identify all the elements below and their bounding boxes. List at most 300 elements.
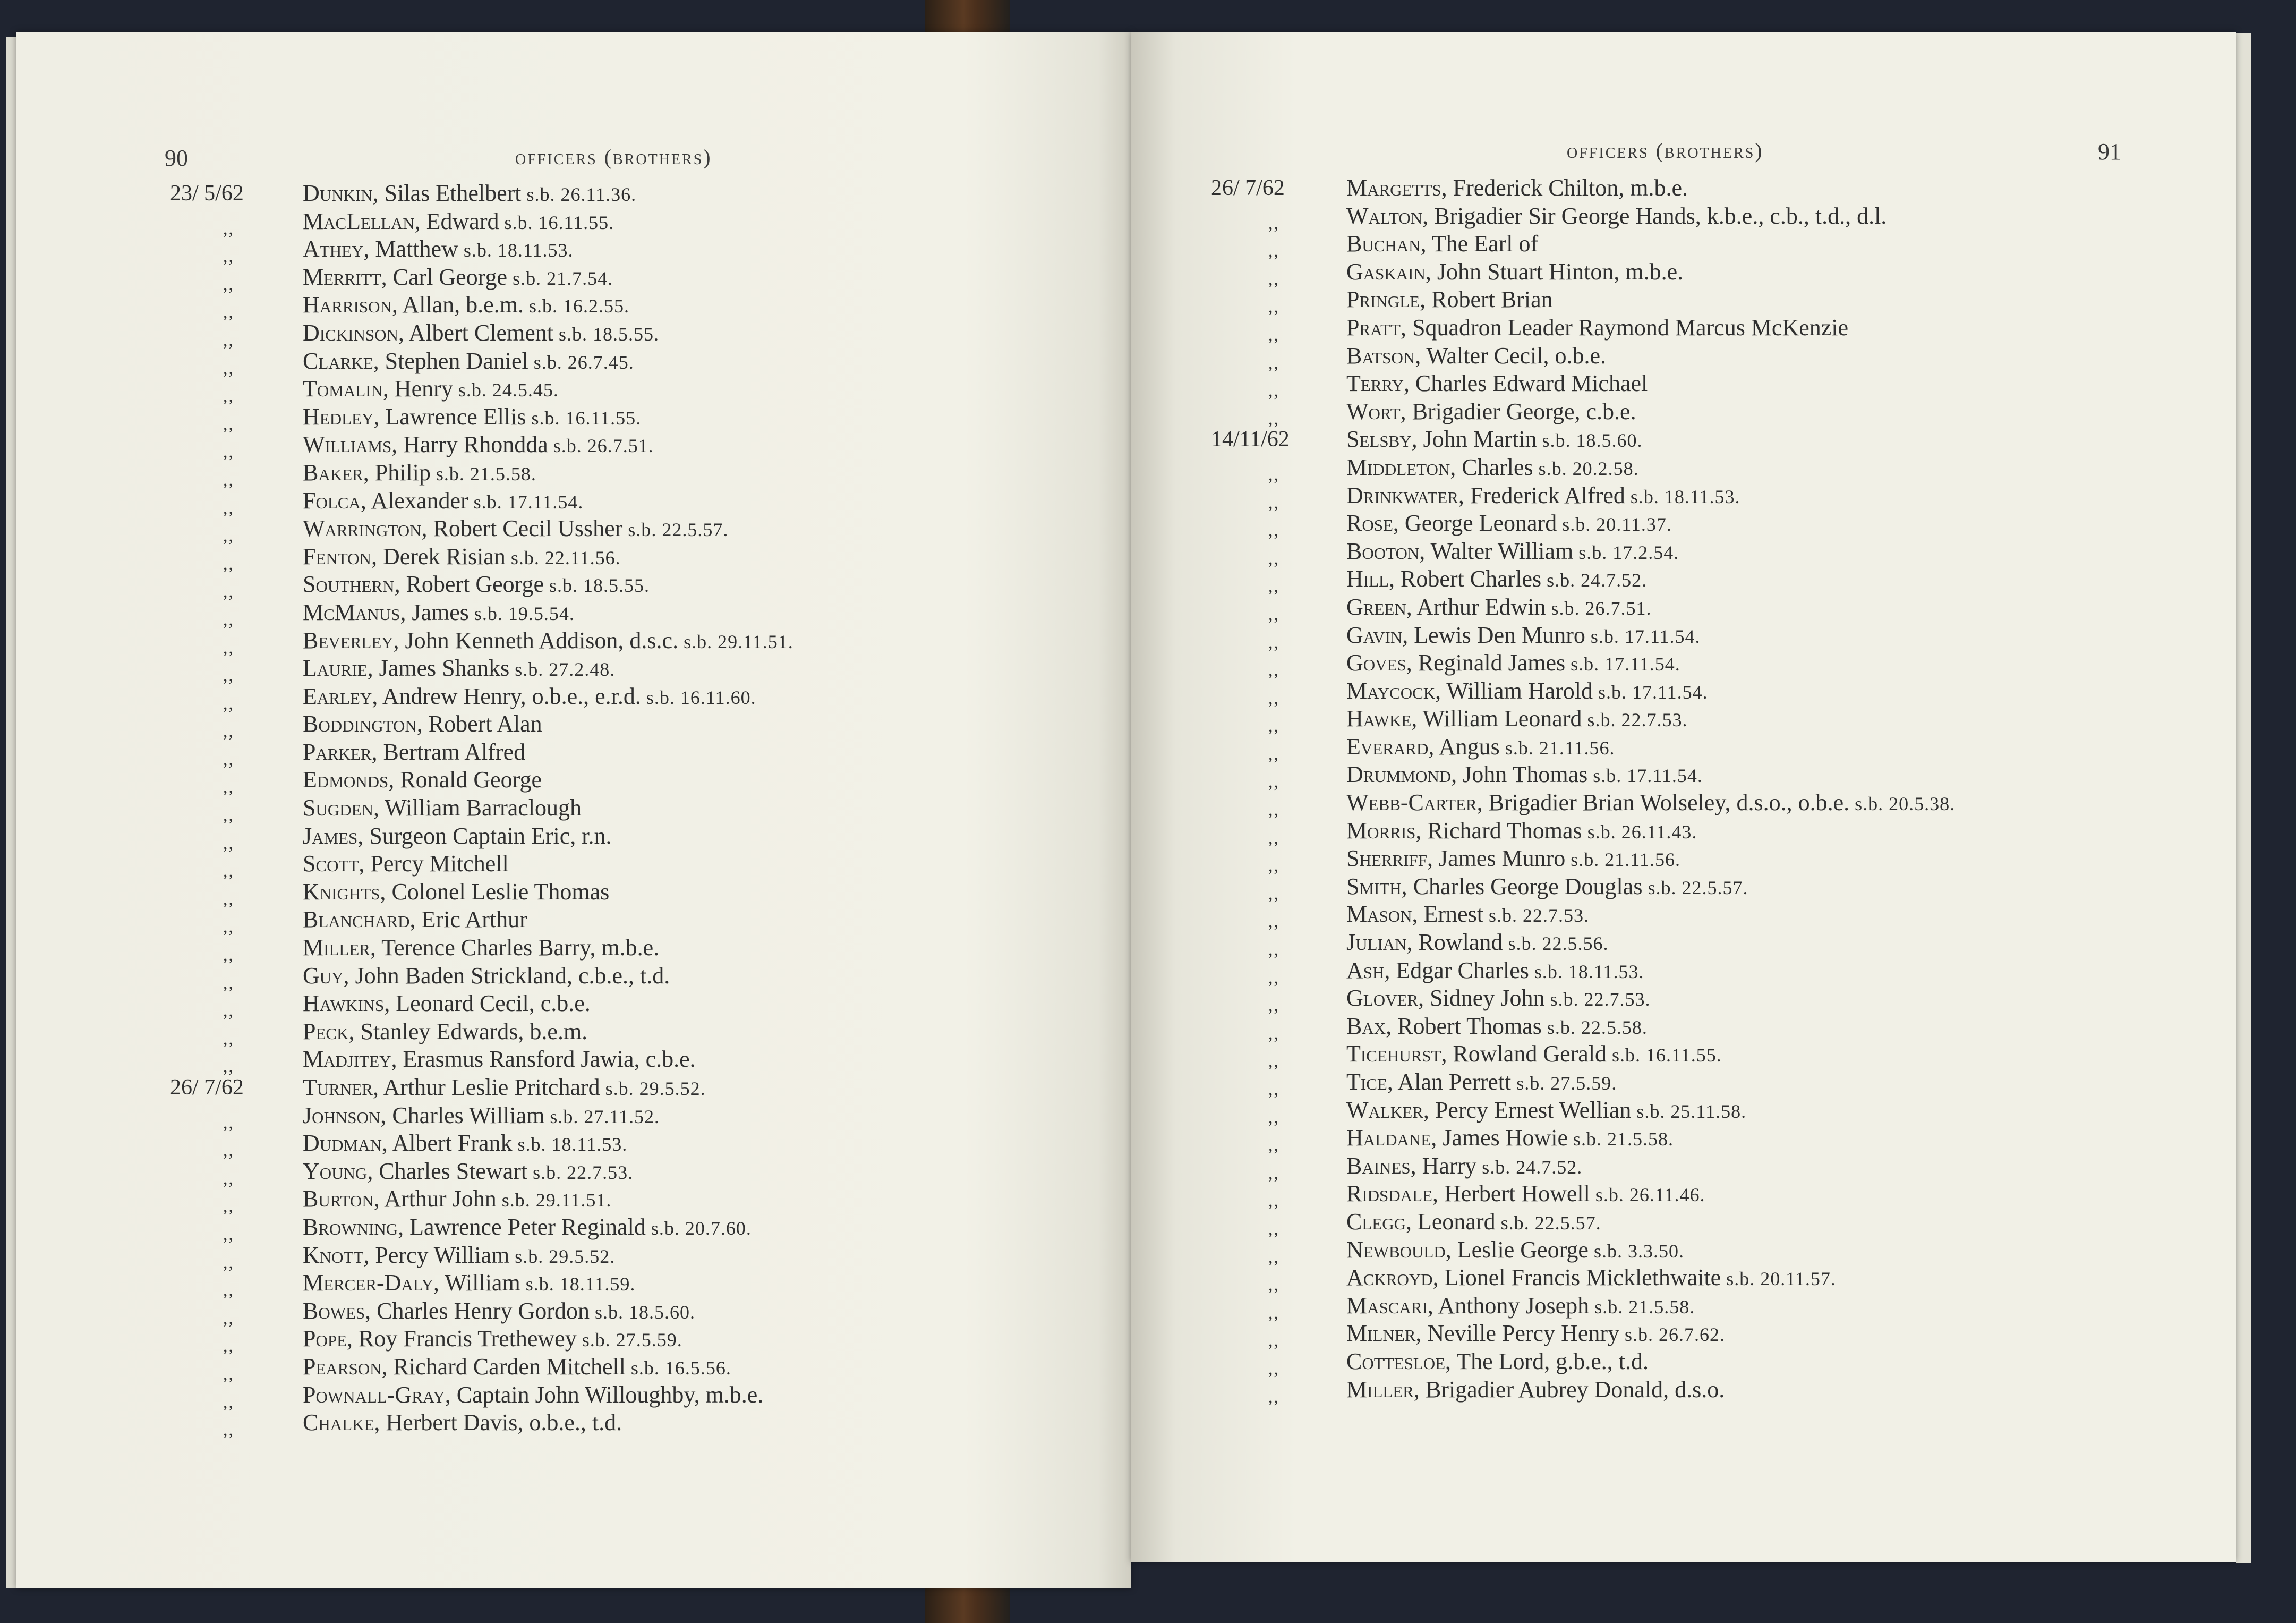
entry-given-names: Walter William <box>1425 538 1574 564</box>
entry-surname: Gavin, <box>1346 622 1409 648</box>
entry-given-names: Ronald George <box>394 767 542 793</box>
entry-given-names: James Shanks <box>373 655 510 682</box>
entry-given-names: Edgar Charles <box>1390 957 1529 983</box>
entry-surname: Selsby, <box>1346 426 1418 453</box>
entry-surname: Gaskain, <box>1346 258 1431 285</box>
entry-given-names: Derek Risian <box>377 543 506 570</box>
entry-note: s.b. 26.7.51. <box>553 435 654 457</box>
entry-text <box>303 1353 731 1382</box>
entry-text <box>303 1158 633 1186</box>
ditto-mark: ,, <box>223 721 234 742</box>
entry-given-names: Albert Clement <box>404 319 553 346</box>
entry-surname: Williams, <box>303 431 398 458</box>
ditto-mark: ,, <box>1268 548 1279 568</box>
entry-given-names: William Barraclough <box>379 795 582 821</box>
entry-text <box>1346 1264 1836 1293</box>
entry-text <box>1346 258 1683 286</box>
entry-text <box>1346 873 1748 902</box>
ditto-mark: ,, <box>223 1168 234 1188</box>
entry-surname: Earley, <box>303 683 378 709</box>
entry-text <box>303 627 793 656</box>
entry-surname: Maycock, <box>1346 677 1441 704</box>
entry-given-names: Brigadier George, c.b.e. <box>1406 398 1636 424</box>
entry-given-names: Angus <box>1434 733 1500 760</box>
entry-text <box>303 291 629 320</box>
entry-note: s.b. 22.7.53. <box>1488 905 1589 927</box>
entry-note: s.b. 22.7.53. <box>1550 989 1651 1010</box>
entry-note: s.b. 26.11.36. <box>526 184 637 205</box>
entry-surname: Newbould, <box>1346 1236 1452 1263</box>
ditto-mark: ,, <box>223 302 234 322</box>
page-number: 91 <box>2098 139 2121 165</box>
entry-text <box>303 235 574 264</box>
entry-text <box>1346 454 1639 482</box>
entry-given-names: Matthew <box>369 236 458 262</box>
entry-text <box>303 1102 660 1131</box>
entry-note: s.b. 29.11.51. <box>684 631 793 652</box>
entry-note: s.b. 18.11.59. <box>525 1273 636 1295</box>
entry-note: s.b. 24.5.45. <box>458 379 559 401</box>
entry-text <box>1346 1180 1705 1209</box>
ditto-mark: ,, <box>223 526 234 546</box>
ditto-mark: ,, <box>1268 800 1279 820</box>
entry-note: s.b. 21.5.58. <box>1594 1296 1695 1318</box>
entry-surname: Buchan, <box>1346 231 1427 257</box>
entry-text <box>303 431 654 460</box>
ditto-mark: ,, <box>1268 967 1279 988</box>
entry-note: s.b. 20.11.37. <box>1562 514 1672 536</box>
entry-surname: Dudman, <box>303 1130 388 1157</box>
ditto-mark: ,, <box>1268 996 1279 1016</box>
entry-text <box>303 1409 622 1437</box>
entry-given-names: Rowland <box>1412 929 1503 956</box>
ditto-mark: ,, <box>223 638 234 658</box>
ditto-mark: ,, <box>1268 1051 1279 1072</box>
entry-given-names: Roy Francis Trethewey <box>353 1325 577 1352</box>
entry-text <box>1346 761 1703 789</box>
entry-given-names: Rowland Gerald <box>1447 1041 1607 1067</box>
entry-note: s.b. 29.5.52. <box>605 1078 706 1099</box>
entry-text <box>1346 1152 1582 1181</box>
entry-note: s.b. 18.11.53. <box>463 240 574 261</box>
entry-date: 23/ 5/62 <box>170 181 244 206</box>
entry-surname: Hawke, <box>1346 706 1418 732</box>
entry-text <box>1346 174 1688 202</box>
entry-given-names: Richard Carden Mitchell <box>387 1353 626 1380</box>
ditto-mark: ,, <box>223 805 234 826</box>
entry-given-names: Erasmus Ransford Jawia, c.b.e. <box>397 1046 696 1073</box>
entry-text <box>303 375 559 404</box>
entry-note: s.b. 18.5.60. <box>594 1301 695 1323</box>
ditto-mark: ,, <box>223 1280 234 1301</box>
entry-note: s.b. 18.5.55. <box>558 323 659 345</box>
entry-note: s.b. 18.11.53. <box>1534 961 1644 982</box>
page-number: 90 <box>165 145 188 171</box>
entry-surname: Miller, <box>303 934 376 961</box>
entry-note: s.b. 21.11.56. <box>1505 737 1615 759</box>
ditto-mark: ,, <box>223 554 234 574</box>
ditto-mark: ,, <box>1268 660 1279 681</box>
entry-given-names: Eric Arthur <box>415 906 527 933</box>
entry-given-names: Harry Rhondda <box>397 431 548 458</box>
entry-given-names: Stanley Edwards, b.e.m. <box>354 1018 588 1044</box>
entry-text <box>1346 565 1647 594</box>
entry-given-names: Arthur Leslie Pritchard <box>378 1074 600 1100</box>
entry-text <box>1346 538 1679 566</box>
ditto-mark: ,, <box>223 1141 234 1161</box>
entry-text <box>303 543 621 572</box>
entry-text <box>303 1381 763 1409</box>
entry-date: 14/11/62 <box>1211 427 1290 452</box>
entry-given-names: Charles <box>1456 454 1533 480</box>
entry-note: s.b. 25.11.58. <box>1636 1100 1747 1122</box>
entry-surname: Pearson, <box>303 1353 388 1380</box>
entry-text <box>1346 426 1643 454</box>
entry-given-names: Lionel Francis Micklethwaite <box>1438 1264 1721 1291</box>
ditto-mark: ,, <box>223 582 234 602</box>
entry-note: s.b. 17.11.54. <box>1571 653 1680 675</box>
entry-surname: Goves, <box>1346 650 1412 676</box>
entry-surname: Ash, <box>1346 957 1390 983</box>
entry-surname: Sugden, <box>303 795 379 821</box>
entry-surname: Chalke, <box>303 1409 380 1436</box>
ditto-mark: ,, <box>1268 353 1279 373</box>
ditto-mark: ,, <box>1268 409 1279 429</box>
ditto-mark: ,, <box>1268 604 1279 624</box>
entry-note: s.b. 21.7.54. <box>513 267 613 289</box>
entry-text <box>1346 1097 1746 1125</box>
entry-note: s.b. 18.5.60. <box>1542 430 1643 452</box>
ditto-mark: ,, <box>223 973 234 993</box>
entry-surname: Edmonds, <box>303 767 395 793</box>
entry-note: s.b. 17.11.54. <box>1590 625 1701 647</box>
entry-text <box>1346 733 1615 762</box>
entry-text <box>1346 1040 1722 1069</box>
entry-given-names: Alan Perrett <box>1393 1069 1512 1095</box>
entry-text <box>303 1213 752 1242</box>
entry-surname: Knights, <box>303 878 386 905</box>
entry-text <box>303 571 650 599</box>
entry-note: s.b. 17.2.54. <box>1578 541 1679 563</box>
entry-given-names: Edward <box>420 208 499 234</box>
entry-date: 26/ 7/62 <box>170 1075 244 1100</box>
ditto-mark: ,, <box>223 1029 234 1049</box>
entry-given-names: Frederick Alfred <box>1464 482 1625 508</box>
entry-given-names: James Munro <box>1432 845 1566 872</box>
ditto-mark: ,, <box>223 1308 234 1328</box>
entry-given-names: Colonel Leslie Thomas <box>386 878 610 905</box>
entry-text <box>1346 593 1652 622</box>
entry-surname: Walton, <box>1346 202 1429 229</box>
entry-note: s.b. 27.5.59. <box>582 1329 682 1351</box>
entry-text <box>303 878 609 906</box>
entry-given-names: Robert Thomas <box>1392 1013 1542 1039</box>
entry-surname: Blanchard, <box>303 906 416 933</box>
entry-note: s.b. 29.5.52. <box>515 1245 616 1267</box>
left-page <box>16 32 1131 1588</box>
entry-given-names: Terence Charles Barry, m.b.e. <box>375 934 660 961</box>
ditto-mark: ,, <box>1268 1135 1279 1155</box>
entry-text <box>1346 1348 1649 1375</box>
entry-note: s.b. 21.11.56. <box>1571 849 1680 871</box>
entry-surname: Julian, <box>1346 929 1413 956</box>
entry-surname: Athey, <box>303 236 370 262</box>
ditto-mark: ,, <box>1268 1191 1279 1211</box>
entry-given-names: Percy Ernest Wellian <box>1429 1097 1632 1123</box>
entry-note: s.b. 26.7.62. <box>1625 1324 1726 1346</box>
entry-given-names: William <box>439 1270 520 1296</box>
entry-text <box>303 487 583 516</box>
ditto-mark: ,, <box>1268 1163 1279 1183</box>
entry-given-names: Arthur Edwin <box>1412 593 1546 620</box>
entry-surname: Cottesloe, <box>1346 1348 1452 1374</box>
ditto-mark: ,, <box>1268 241 1279 261</box>
entry-text <box>1346 957 1644 985</box>
entry-note: s.b. 16.2.55. <box>528 295 629 317</box>
ditto-mark: ,, <box>1268 576 1279 597</box>
entry-surname: Peck, <box>303 1018 355 1044</box>
entry-note: s.b. 21.5.58. <box>1573 1128 1674 1150</box>
ditto-mark: ,, <box>223 666 234 686</box>
ditto-mark: ,, <box>1268 1023 1279 1043</box>
entry-text <box>1346 202 1887 230</box>
entry-given-names: Anthony Joseph <box>1433 1292 1590 1319</box>
entry-surname: Booton, <box>1346 538 1426 564</box>
entry-given-names: Percy Mitchell <box>364 851 509 877</box>
entry-note: s.b. 22.7.53. <box>533 1161 634 1183</box>
ditto-mark: ,, <box>1268 856 1279 876</box>
entry-surname: Mason, <box>1346 901 1418 928</box>
entry-given-names: Walter Cecil, o.b.e. <box>1421 342 1607 369</box>
entry-given-names: John Stuart Hinton, m.b.e. <box>1431 258 1684 285</box>
entry-given-names: Squadron Leader Raymond Marcus McKenzie <box>1406 314 1849 341</box>
entry-text <box>1346 705 1688 734</box>
ditto-mark: ,, <box>223 442 234 462</box>
entry-surname: Walker, <box>1346 1097 1429 1123</box>
entry-text <box>1346 509 1672 538</box>
ditto-mark: ,, <box>223 833 234 853</box>
entry-given-names: Charles Edward Michael <box>1409 370 1648 397</box>
entry-text <box>303 459 536 488</box>
ditto-mark: ,, <box>223 414 234 434</box>
entry-note: s.b. 18.11.53. <box>517 1134 628 1155</box>
ditto-mark: ,, <box>1268 1219 1279 1239</box>
ditto-mark: ,, <box>223 749 234 769</box>
entry-text <box>1346 1013 1648 1041</box>
entry-surname: James, <box>303 822 364 849</box>
entry-given-names: Richard Thomas <box>1421 817 1582 844</box>
entry-text <box>303 1325 682 1354</box>
entry-text <box>303 1129 627 1158</box>
entry-surname: Clarke, <box>303 347 379 374</box>
entry-given-names: Herbert Davis, o.b.e., t.d. <box>380 1409 622 1436</box>
entry-given-names: John Baden Strickland, c.b.e., t.d. <box>349 962 670 989</box>
entry-surname: Boddington, <box>303 711 423 737</box>
ditto-mark: ,, <box>1268 912 1279 932</box>
ditto-mark: ,, <box>1268 1303 1279 1323</box>
entry-surname: Dickinson, <box>303 319 404 346</box>
entry-text <box>1346 1208 1601 1237</box>
ditto-mark: ,, <box>223 1196 234 1217</box>
entry-note: s.b. 19.5.54. <box>474 602 575 624</box>
entry-text <box>1346 929 1608 957</box>
entry-given-names: Lewis Den Munro <box>1408 622 1585 648</box>
entry-surname: Pratt, <box>1346 314 1406 341</box>
entry-note: s.b. 16.11.55. <box>531 407 642 429</box>
entry-given-names: The Lord, g.b.e., t.d. <box>1451 1348 1649 1374</box>
entry-given-names: Allan, b.e.m. <box>397 292 524 318</box>
entry-note: s.b. 16.11.55. <box>1612 1044 1722 1066</box>
ditto-mark: ,, <box>223 1364 234 1384</box>
entry-text <box>303 1242 615 1270</box>
ditto-mark: ,, <box>1268 213 1279 233</box>
entry-given-names: Charles Henry Gordon <box>371 1297 590 1324</box>
ditto-mark: ,, <box>223 1392 234 1412</box>
entry-given-names: William Leonard <box>1417 706 1582 732</box>
entry-surname: Warrington, <box>303 515 428 542</box>
entry-text <box>1346 1068 1617 1097</box>
entry-given-names: Charles Stewart <box>373 1158 528 1184</box>
entry-surname: Merritt, <box>303 264 387 290</box>
entry-given-names: Frederick Chilton, m.b.e. <box>1447 175 1688 201</box>
entry-given-names: Reginald James <box>1412 650 1566 676</box>
ditto-mark: ,, <box>223 861 234 881</box>
ditto-mark: ,, <box>1268 297 1279 317</box>
ditto-mark: ,, <box>1268 464 1279 485</box>
ditto-mark: ,, <box>1268 716 1279 736</box>
entry-text <box>1346 1236 1684 1265</box>
entry-surname: Smith, <box>1346 873 1407 899</box>
entry-text <box>303 347 634 376</box>
entry-given-names: Silas Ethelbert <box>378 180 522 206</box>
page-edge-left <box>6 37 16 1588</box>
ditto-mark: ,, <box>223 1252 234 1272</box>
ditto-mark: ,, <box>1268 1107 1279 1127</box>
entry-surname: Fenton, <box>303 543 377 570</box>
entry-surname: Parker, <box>303 738 378 765</box>
ditto-mark: ,, <box>223 1057 234 1077</box>
ditto-mark: ,, <box>223 470 234 490</box>
entry-text <box>303 710 542 738</box>
entry-given-names: Charles George Douglas <box>1407 873 1643 899</box>
entry-note: s.b. 22.5.56. <box>1508 933 1609 955</box>
entry-note: s.b. 29.11.51. <box>501 1189 612 1211</box>
ditto-mark: ,, <box>1268 269 1279 289</box>
ditto-mark: ,, <box>1268 688 1279 708</box>
ditto-mark: ,, <box>1268 1387 1279 1407</box>
entry-note: s.b. 27.11.52. <box>550 1106 660 1127</box>
entry-surname: Harrison, <box>303 292 398 318</box>
entry-surname: Johnson, <box>303 1102 387 1128</box>
entry-surname: Baines, <box>1346 1152 1416 1179</box>
entry-given-names: Alexander <box>366 487 468 514</box>
entry-text <box>1346 845 1680 873</box>
entry-note: s.b. 16.5.56. <box>630 1357 731 1379</box>
ditto-mark: ,, <box>223 498 234 518</box>
entry-surname: Hedley, <box>303 403 380 430</box>
entry-text <box>303 180 636 208</box>
page-edge-right <box>2236 33 2251 1563</box>
entry-given-names: George Leonard <box>1398 510 1557 537</box>
entry-surname: Pownall-Gray, <box>303 1381 451 1408</box>
entry-given-names: John Thomas <box>1457 761 1588 788</box>
entry-surname: Glover, <box>1346 985 1424 1012</box>
entry-note: s.b. 16.11.55. <box>504 211 614 233</box>
ditto-mark: ,, <box>223 330 234 350</box>
ditto-mark: ,, <box>1268 828 1279 848</box>
entry-given-names: Andrew Henry, o.b.e., e.r.d. <box>378 683 641 709</box>
entry-given-names: Leslie George <box>1451 1236 1589 1263</box>
entry-surname: Ackroyd, <box>1346 1264 1439 1291</box>
entry-given-names: Robert Alan <box>422 711 542 737</box>
entry-text <box>303 515 728 543</box>
entry-given-names: Herbert Howell <box>1438 1180 1590 1207</box>
entry-note: s.b. 20.2.58. <box>1538 457 1639 479</box>
ditto-mark: ,, <box>1268 1247 1279 1267</box>
entry-surname: Clegg, <box>1346 1208 1412 1235</box>
entry-text <box>303 1297 695 1326</box>
entry-note: s.b. 26.7.51. <box>1551 597 1652 619</box>
entry-given-names: Robert Brian <box>1426 286 1553 313</box>
entry-note: s.b. 22.11.56. <box>510 547 621 568</box>
entry-text <box>1346 342 1606 370</box>
ditto-mark: ,, <box>1268 1358 1279 1379</box>
entry-surname: Tice, <box>1346 1069 1393 1095</box>
entry-note: s.b. 18.5.55. <box>549 575 650 597</box>
entry-text <box>303 683 756 711</box>
entry-text <box>303 319 659 348</box>
entry-given-names: Robert Cecil Ussher <box>427 515 623 542</box>
entry-given-names: Philip <box>369 459 431 486</box>
entry-given-names: Neville Percy Henry <box>1421 1320 1620 1347</box>
ditto-mark: ,, <box>1268 521 1279 541</box>
ditto-mark: ,, <box>1268 1275 1279 1295</box>
ditto-mark: ,, <box>223 218 234 239</box>
entry-surname: Morris, <box>1346 817 1422 844</box>
entry-text <box>1346 622 1701 650</box>
entry-surname: Mercer-Daly, <box>303 1270 440 1296</box>
entry-surname: Baker, <box>303 459 369 486</box>
entry-given-names: Arthur John <box>379 1186 497 1212</box>
entry-surname: Burton, <box>303 1186 380 1212</box>
entry-surname: Beverley, <box>303 627 399 653</box>
entry-given-names: Captain John Willoughby, m.b.e. <box>450 1381 764 1408</box>
entry-surname: Wort, <box>1346 398 1406 424</box>
entry-given-names: John Kenneth Addison, d.s.c. <box>399 627 679 653</box>
entry-text <box>303 1046 696 1073</box>
entry-given-names: Brigadier Aubrey Donald, d.s.o. <box>1419 1376 1725 1403</box>
ditto-mark: ,, <box>223 917 234 937</box>
entry-text <box>303 794 582 822</box>
ditto-mark: ,, <box>1268 492 1279 513</box>
entry-surname: Green, <box>1346 593 1412 620</box>
entry-surname: Guy, <box>303 962 349 989</box>
entry-surname: Knott, <box>303 1242 370 1268</box>
entry-given-names: Charles William <box>386 1102 545 1128</box>
entry-surname: Pope, <box>303 1325 353 1352</box>
entry-text <box>1346 817 1697 846</box>
entry-text <box>1346 398 1636 426</box>
entry-text <box>303 906 527 933</box>
ditto-mark: ,, <box>223 274 234 294</box>
entry-surname: Young, <box>303 1158 373 1184</box>
ditto-mark: ,, <box>223 889 234 909</box>
entry-surname: Ridsdale, <box>1346 1180 1438 1207</box>
entry-given-names: Leonard <box>1412 1208 1496 1235</box>
entry-given-names: Percy William <box>369 1242 510 1268</box>
entry-surname: Mascari, <box>1346 1292 1433 1319</box>
entry-surname: Sherriff, <box>1346 845 1433 872</box>
